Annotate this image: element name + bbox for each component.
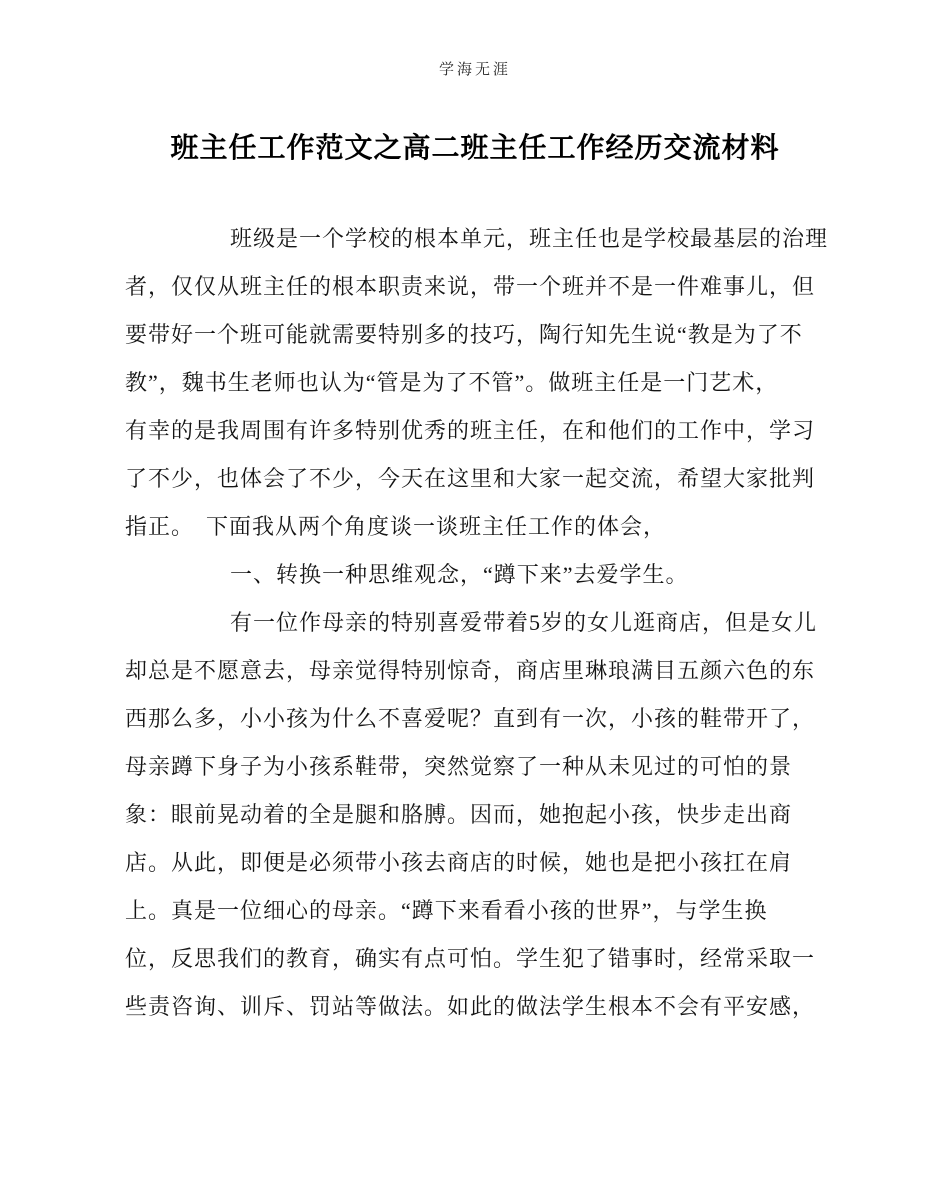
text-line: 班级是一个学校的根本单元，班主任也是学校最基层的治理	[230, 226, 829, 251]
text-line: 者，仅仅从班主任的根本职责来说，带一个班并不是一件难事儿，但	[125, 274, 816, 299]
text-line: 母亲蹲下身子为小孩系鞋带，突然觉察了一种从未见过的可怕的景	[125, 754, 793, 779]
text-line: 指正。 下面我从两个角度谈一谈班主任工作的体会，	[125, 514, 667, 539]
document-body	[125, 215, 840, 1031]
paragraph	[125, 551, 840, 599]
text-line: 要带好一个班可能就需要特别多的技巧，陶行知先生说“教是为了不	[125, 322, 803, 347]
text-line: 上。真是一位细心的母亲。“蹲下来看看小孩的世界”，与学生换	[125, 898, 768, 923]
text-line: 却总是不愿意去，母亲觉得特别惊奇，商店里琳琅满目五颜六色的东	[125, 658, 816, 683]
text-line: 有幸的是我周围有许多特别优秀的班主任，在和他们的工作中，学习	[125, 418, 816, 443]
text-line: 店。从此，即便是必须带小孩去商店的时候，她也是把小孩扛在肩	[125, 850, 793, 875]
paragraph	[125, 599, 840, 1031]
text-line: 象：眼前晃动着的全是腿和胳膊。因而，她抱起小孩，快步走出商	[125, 802, 793, 827]
text-line: 西那么多，小小孩为什么不喜爱呢？直到有一次，小孩的鞋带开了，	[125, 706, 816, 731]
text-line: 有一位作母亲的特别喜爱带着5岁的女儿逛商店，但是女儿	[230, 610, 818, 635]
text-line: 一、转换一种思维观念，“蹲下来”去爱学生。	[230, 562, 689, 587]
page-header-text: 学海无涯	[438, 62, 511, 78]
text-line: 位，反思我们的教育，确实有点可怕。学生犯了错事时，经常采取一	[125, 946, 816, 971]
paragraph	[125, 215, 840, 551]
text-line: 些责咨询、训斥、罚站等做法。如此的做法学生根本不会有平安感，	[125, 994, 816, 1019]
text-line: 了不少，也体会了不少，今天在这里和大家一起交流，希望大家批判	[125, 466, 816, 491]
text-line: 教”，魏书生老师也认为“管是为了不管”。做班主任是一门艺术，	[125, 370, 779, 395]
document-title: 班主任工作范文之高二班主任工作经历交流材料	[170, 133, 780, 164]
